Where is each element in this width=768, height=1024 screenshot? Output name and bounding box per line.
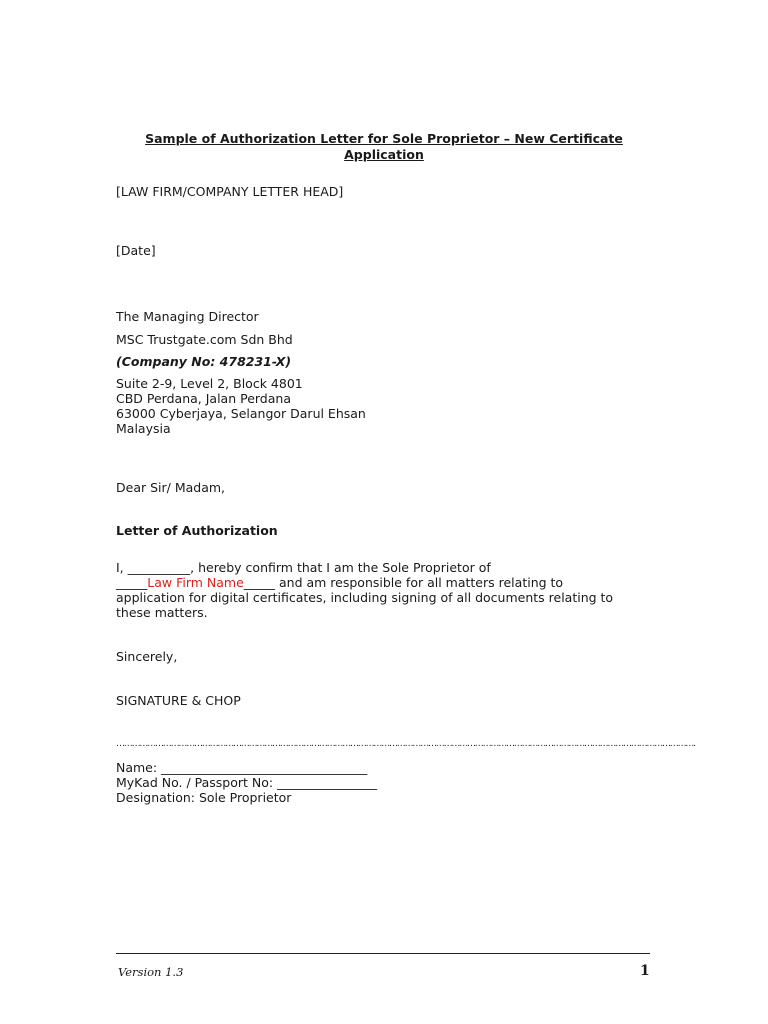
law-firm-name-placeholder: Law Firm Name xyxy=(147,575,244,590)
signature-label: SIGNATURE & CHOP xyxy=(116,693,241,708)
closing: Sincerely, xyxy=(116,649,178,664)
name-field: Name: _________________________________ xyxy=(116,760,368,775)
body-paragraph xyxy=(116,560,656,620)
body-line-3: application for digital certificates, including signing of all documents relating to xyxy=(116,590,614,605)
designation-field: Designation: Sole Proprietor xyxy=(116,790,292,805)
blank-prefix: _____ xyxy=(116,575,148,590)
body-line-2-rest: _____ and am responsible for all matters relating to xyxy=(243,575,564,590)
signature-line: ……………………………………………………………………………………………………………………………………………………………………………………………………. xyxy=(116,739,695,749)
document-title: Sample of Authorization Letter for Sole Proprietor – New Certificate Application xyxy=(145,131,623,162)
address-line-4: Malaysia xyxy=(116,421,171,436)
footer-divider xyxy=(116,953,650,954)
body-line-1: I, __________, hereby confirm that I am the Sole Proprietor of xyxy=(116,560,491,575)
mykad-field: MyKad No. / Passport No: ________________ xyxy=(116,775,378,790)
body-line-4: these matters. xyxy=(116,605,208,620)
address-line-1: Suite 2-9, Level 2, Block 4801 xyxy=(116,376,303,391)
address-line-2: CBD Perdana, Jalan Perdana xyxy=(116,391,291,406)
address-line-3: 63000 Cyberjaya, Selangor Darul Ehsan xyxy=(116,406,366,421)
footer-version: Version 1.3 xyxy=(118,965,184,979)
salutation: Dear Sir/ Madam, xyxy=(116,480,226,495)
date-placeholder: [Date] xyxy=(116,243,156,258)
letter-subject: Letter of Authorization xyxy=(116,523,278,538)
recipient-title: The Managing Director xyxy=(116,309,259,324)
body-line-2 xyxy=(116,575,656,590)
recipient-company: MSC Trustgate.com Sdn Bhd xyxy=(116,332,293,347)
page-number: 1 xyxy=(640,963,650,979)
recipient-company-number: (Company No: 478231-X) xyxy=(116,354,292,369)
letterhead-placeholder: [LAW FIRM/COMPANY LETTER HEAD] xyxy=(116,184,344,199)
